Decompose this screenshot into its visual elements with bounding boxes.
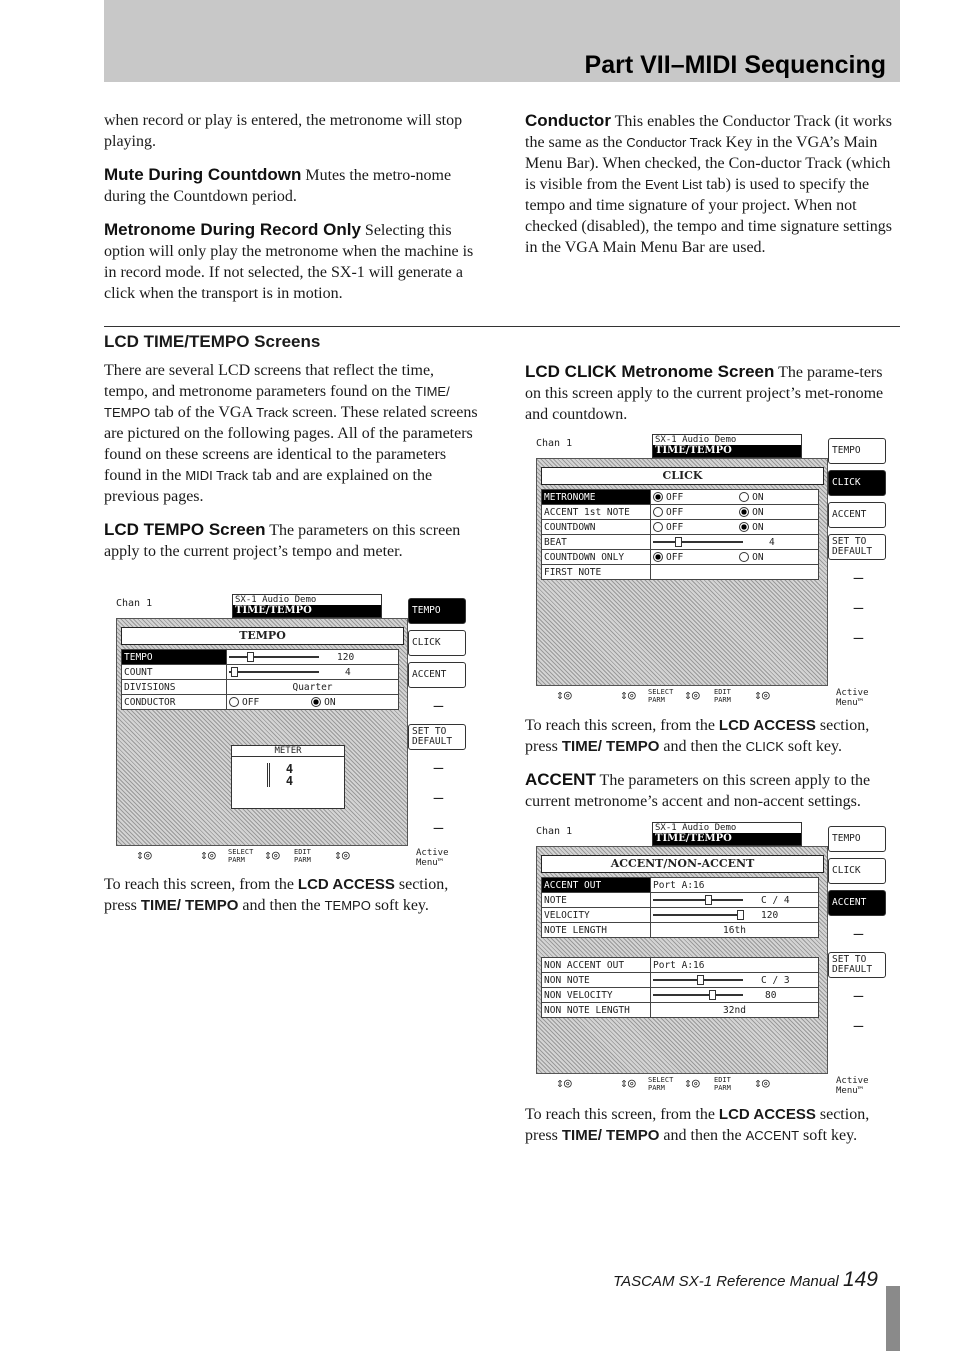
text-tempo-screen: The parameters on this screen apply to the current project’s tempo and meter.: [104, 522, 461, 560]
term-time-tempo-key: TIME/ TEMPO: [561, 1127, 660, 1144]
param-label: ACCENT OUT: [542, 878, 651, 893]
lcd-panel-head: CLICK: [541, 467, 824, 485]
lcd-param-table: [541, 489, 819, 580]
knob-icon: ⇕◎: [264, 848, 280, 863]
heading-metronome-record: Metronome During Record Only: [104, 220, 361, 239]
radio-on-label: ON: [752, 491, 764, 503]
select-parm-label: SELECT PARM: [228, 848, 254, 864]
edit-parm-label: EDIT PARM: [294, 848, 311, 864]
term-conductor-track: Conductor Track: [626, 135, 722, 150]
lcd-tempo-screen: [116, 594, 468, 868]
note-value: C / 4: [761, 894, 790, 906]
table-row[interactable]: [542, 923, 819, 938]
table-row[interactable]: [542, 893, 819, 908]
param-label: METRONOME: [542, 490, 651, 505]
soft-key-blank[interactable]: —: [828, 566, 886, 590]
lcd-chan-label: Chan 1: [536, 826, 573, 837]
radio-on[interactable]: [739, 522, 749, 532]
count-value: 4: [345, 666, 351, 678]
soft-key-tempo[interactable]: TEMPO: [828, 826, 886, 852]
text: soft key.: [783, 738, 842, 755]
param-value: [651, 893, 819, 908]
table-row[interactable]: [542, 958, 819, 973]
param-value: [651, 490, 819, 505]
text: To reach this screen, from the: [525, 1106, 719, 1123]
param-label: BEAT: [542, 535, 651, 550]
param-label: COUNTDOWN ONLY: [542, 550, 651, 565]
heading-tempo-screen: LCD TEMPO Screen: [104, 520, 266, 539]
lcd-screen-name: TIME/TEMPO: [653, 445, 801, 457]
term-lcd-access: LCD ACCESS: [718, 717, 816, 734]
param-label: FIRST NOTE: [542, 565, 651, 580]
text-intro-2: tab of the VGA: [150, 404, 257, 421]
param-value: [227, 665, 399, 680]
text-intro-1: There are several LCD screens that reflect the time, tempo, and metronome parameters found on the: [104, 362, 435, 400]
knob-icon: ⇕◎: [684, 1076, 700, 1091]
radio-on[interactable]: [739, 507, 749, 517]
param-label: NON NOTE: [542, 973, 651, 988]
param-label: DIVISIONS: [122, 680, 227, 695]
text: section, press: [104, 876, 449, 914]
non-note-value: C / 3: [761, 974, 790, 986]
non-note-length-value: 32nd: [651, 1003, 819, 1018]
soft-key-click[interactable]: CLICK: [828, 858, 886, 884]
knob-icon: ⇕◎: [754, 688, 770, 703]
lcd-soft-keys: [408, 598, 466, 846]
radio-off-label: OFF: [242, 696, 260, 708]
table-row[interactable]: [542, 565, 819, 580]
paragraph-accent: [525, 769, 897, 812]
term-time-tempo-key: TIME/ TEMPO: [561, 738, 660, 755]
meter-bottom: 4: [285, 774, 294, 788]
active-menu-label: Active Menu™: [836, 688, 869, 708]
radio-off-label: OFF: [666, 506, 684, 518]
radio-off[interactable]: [653, 552, 663, 562]
soft-key-blank[interactable]: —: [828, 922, 886, 946]
term-lcd-access: LCD ACCESS: [718, 1106, 816, 1123]
param-label: COUNT: [122, 665, 227, 680]
soft-key-click[interactable]: CLICK: [828, 470, 886, 496]
section-divider: [104, 326, 900, 327]
text: and then the: [238, 897, 325, 914]
lcd-chan-label: Chan 1: [536, 438, 573, 449]
text: and then the: [659, 1127, 746, 1144]
right-top-column: [525, 110, 897, 270]
param-value: Port A:16: [651, 878, 819, 893]
text: To reach this screen, from the: [104, 876, 298, 893]
left-top-column: [104, 110, 482, 316]
soft-key-blank[interactable]: —: [408, 756, 466, 780]
table-row[interactable]: [122, 695, 399, 710]
soft-key-tempo[interactable]: TEMPO: [408, 598, 466, 624]
soft-key-accent[interactable]: ACCENT: [828, 502, 886, 528]
text-conductor-3: tab) is used to specify the tempo and time signature of your project. When not checked (disabled), the tempo and time signature settings in the VGA Main Menu Bar are used.: [525, 176, 892, 256]
lcd-project-name: SX-1 Audio Demo: [235, 595, 317, 605]
param-value: [227, 650, 399, 665]
param-label: COUNTDOWN: [542, 520, 651, 535]
param-label: NOTE: [542, 893, 651, 908]
paragraph-intro: [104, 360, 482, 507]
text-mute-countdown: Mutes the metro-nome during the Countdown period.: [104, 167, 452, 205]
soft-key-blank[interactable]: —: [828, 984, 886, 1008]
lcd-screen-name: TIME/TEMPO: [653, 833, 801, 845]
lcd-bottom-bar: [536, 1074, 886, 1094]
param-value: [651, 505, 819, 520]
text: and then the: [659, 738, 746, 755]
table-row[interactable]: [542, 550, 819, 565]
velocity-slider: [653, 914, 743, 916]
manual-name: TASCAM SX-1 Reference Manual: [613, 1273, 839, 1290]
term-event-list: Event List: [644, 177, 703, 192]
text-conductor-2: Key in the VGA’s Main Menu Bar). When checked, the Con-ductor Track (which is visible from the: [525, 134, 891, 193]
paragraph-reach-click: [525, 715, 897, 757]
text-conductor-1: This enables the Conductor Track (it works the same as the: [525, 113, 892, 151]
radio-on-label: ON: [752, 551, 764, 563]
page-number: 149: [842, 1268, 878, 1291]
table-row[interactable]: [542, 908, 819, 923]
param-value: [651, 973, 819, 988]
soft-key-blank[interactable]: —: [828, 626, 886, 650]
radio-off[interactable]: [653, 492, 663, 502]
knob-icon: ⇕◎: [334, 848, 350, 863]
knob-icon: ⇕◎: [620, 1076, 636, 1091]
soft-key-click[interactable]: CLICK: [408, 630, 466, 656]
radio-on[interactable]: [311, 697, 321, 707]
soft-key-accent[interactable]: ACCENT: [828, 890, 886, 916]
text-click-screen: The parame-ters on this screen apply to the current project’s met-ronome and countdown.: [525, 364, 884, 423]
term-track: Track: [256, 405, 289, 420]
lcd-title-box: [232, 594, 382, 618]
beat-slider: [653, 541, 743, 543]
text: section, press: [525, 717, 870, 755]
lcd-panel-head: TEMPO: [121, 627, 404, 645]
table-row[interactable]: [542, 505, 819, 520]
knob-icon: ⇕◎: [136, 848, 152, 863]
soft-key-blank[interactable]: —: [828, 1014, 886, 1038]
param-value: [651, 988, 819, 1003]
paragraph-click-screen: [525, 361, 897, 425]
lcd-param-table: [121, 649, 399, 710]
soft-key-set-default[interactable]: SET TO DEFAULT: [828, 952, 886, 978]
lcd-main-area: [536, 846, 828, 1074]
table-row[interactable]: [542, 1003, 819, 1018]
table-row[interactable]: [542, 535, 819, 550]
paragraph-tempo-screen: [104, 519, 482, 562]
lcd-chan-label: Chan 1: [116, 598, 153, 609]
lcd-project-name: SX-1 Audio Demo: [655, 435, 737, 445]
table-row[interactable]: [542, 973, 819, 988]
soft-key-set-default[interactable]: SET TO DEFAULT: [828, 534, 886, 560]
param-label: NON NOTE LENGTH: [542, 1003, 651, 1018]
lcd-non-accent-table: [541, 957, 819, 1018]
radio-off[interactable]: [653, 522, 663, 532]
section-title: LCD TIME/TEMPO Screens: [104, 332, 321, 351]
count-slider: [229, 671, 319, 673]
radio-on-label: ON: [324, 696, 336, 708]
select-parm-label: SELECT PARM: [648, 1076, 674, 1092]
knob-icon: ⇕◎: [200, 848, 216, 863]
term-time-tempo: TIME/ TEMPO: [104, 384, 450, 420]
meter-signature: [267, 763, 310, 787]
radio-off-label: OFF: [666, 491, 684, 503]
soft-key-tempo[interactable]: TEMPO: [828, 438, 886, 464]
radio-off-label: OFF: [666, 521, 684, 533]
non-velocity-value: 80: [765, 989, 777, 1001]
lcd-accent-table: [541, 877, 819, 938]
side-tab-marker: [886, 1286, 900, 1351]
text-intro-4: tab and are explained on the previous pages.: [104, 467, 433, 505]
soft-key-set-default[interactable]: SET TO DEFAULT: [408, 724, 466, 750]
param-label: CONDUCTOR: [122, 695, 227, 710]
first-note-value: [651, 565, 819, 580]
left-mid-column: [104, 360, 482, 574]
radio-on[interactable]: [739, 492, 749, 502]
text: section, press: [525, 1106, 870, 1144]
table-row[interactable]: [122, 665, 399, 680]
param-label: TEMPO: [122, 650, 227, 665]
text: To reach this screen, from the: [525, 717, 719, 734]
term-midi-track: MIDI Track: [185, 468, 249, 483]
paragraph-reach-accent: [525, 1104, 897, 1146]
lcd-project-name: SX-1 Audio Demo: [655, 823, 737, 833]
lcd-panel-head: ACCENT/NON-ACCENT: [541, 855, 824, 873]
page-footer: [613, 1268, 878, 1292]
paragraph-metronome-record: [104, 219, 482, 304]
radio-off-label: OFF: [666, 551, 684, 563]
non-velocity-slider: [653, 994, 743, 996]
soft-key-accent[interactable]: ACCENT: [408, 662, 466, 688]
paragraph-mute-countdown: [104, 164, 482, 207]
right-click-reach: [525, 715, 897, 824]
edit-parm-label: EDIT PARM: [714, 1076, 731, 1092]
radio-off[interactable]: [229, 697, 239, 707]
soft-key-blank[interactable]: —: [828, 596, 886, 620]
non-note-slider: [653, 979, 743, 981]
edit-parm-label: EDIT PARM: [714, 688, 731, 704]
table-row[interactable]: [542, 490, 819, 505]
left-reach-text: [104, 874, 482, 928]
meter-top: 4: [285, 762, 294, 776]
param-value: [651, 535, 819, 550]
table-row[interactable]: [122, 650, 399, 665]
select-parm-label: SELECT PARM: [648, 688, 674, 704]
param-value: Port A:16: [651, 958, 819, 973]
param-label: ACCENT 1st NOTE: [542, 505, 651, 520]
table-row[interactable]: [542, 988, 819, 1003]
lcd-screen-name: TIME/TEMPO: [233, 605, 381, 617]
note-length-value: 16th: [651, 923, 819, 938]
tempo-slider: [229, 656, 319, 658]
text: soft key.: [370, 897, 429, 914]
paragraph-metronome-stop: when record or play is entered, the metronome will stop playing.: [104, 112, 463, 150]
text-metronome-record: Selecting this option will only play the metronome when the machine is in record mode. If not selected, the SX-1 will generate a click when the transport is in motion.: [104, 222, 474, 302]
param-label: VELOCITY: [542, 908, 651, 923]
active-menu-label: Active Menu™: [836, 1076, 869, 1096]
heading-accent: ACCENT: [525, 770, 596, 789]
term-tempo-key: TEMPO: [324, 898, 371, 913]
knob-icon: ⇕◎: [556, 1076, 572, 1091]
radio-on[interactable]: [739, 552, 749, 562]
right-click-intro: [525, 361, 897, 437]
paragraph-conductor: [525, 110, 897, 258]
meter-label: METER: [232, 746, 344, 757]
knob-icon: ⇕◎: [754, 1076, 770, 1091]
soft-key-blank[interactable]: —: [408, 786, 466, 810]
divisions-value: Quarter: [227, 680, 399, 695]
lcd-click-screen: [536, 434, 888, 708]
heading-click-screen: LCD CLICK Metronome Screen: [525, 362, 775, 381]
lcd-title-box: [652, 434, 802, 458]
table-row[interactable]: [542, 520, 819, 535]
lcd-accent-screen: [536, 822, 888, 1096]
param-value: [651, 908, 819, 923]
lcd-title-box: [652, 822, 802, 846]
heading-conductor: Conductor: [525, 111, 611, 130]
tempo-value: 120: [337, 651, 355, 663]
text-intro-3: screen. These related screens are pictured on the following pages. All of the parameters found on these screens are identical to the parameters found in the: [104, 404, 478, 484]
term-lcd-access: LCD ACCESS: [297, 876, 395, 893]
radio-off[interactable]: [653, 507, 663, 517]
param-label: NON VELOCITY: [542, 988, 651, 1003]
note-slider: [653, 899, 743, 901]
page-title: Part VII–MIDI Sequencing: [584, 51, 886, 79]
radio-on-label: ON: [752, 506, 764, 518]
radio-on-label: ON: [752, 521, 764, 533]
soft-key-blank[interactable]: —: [408, 694, 466, 718]
heading-mute-countdown: Mute During Countdown: [104, 165, 302, 184]
lcd-main-area: [116, 618, 408, 846]
term-accent-key: ACCENT: [745, 1128, 800, 1143]
lcd-bottom-bar: [536, 686, 886, 706]
lcd-soft-keys: [828, 438, 886, 656]
soft-key-blank[interactable]: —: [408, 816, 466, 840]
param-value: [651, 550, 819, 565]
text: soft key.: [799, 1127, 858, 1144]
term-time-tempo-key: TIME/ TEMPO: [140, 897, 239, 914]
page-header: [104, 0, 900, 82]
table-row[interactable]: [122, 680, 399, 695]
beat-value: 4: [769, 536, 775, 548]
lcd-soft-keys: [828, 826, 886, 1044]
lcd-main-area: [536, 458, 828, 686]
lcd-bottom-bar: [116, 846, 466, 866]
knob-icon: ⇕◎: [684, 688, 700, 703]
paragraph-reach-tempo: [104, 874, 482, 916]
text-accent: The parameters on this screen apply to the current metronome’s accent and non-accent settings.: [525, 772, 871, 810]
knob-icon: ⇕◎: [620, 688, 636, 703]
param-value: [651, 520, 819, 535]
right-accent-reach: [525, 1104, 897, 1158]
knob-icon: ⇕◎: [556, 688, 572, 703]
velocity-value: 120: [761, 909, 779, 921]
param-value: [227, 695, 399, 710]
param-label: NOTE LENGTH: [542, 923, 651, 938]
active-menu-label: Active Menu™: [416, 848, 449, 868]
table-row[interactable]: [542, 878, 819, 893]
meter-box: [231, 745, 345, 809]
param-label: NON ACCENT OUT: [542, 958, 651, 973]
term-click-key: CLICK: [745, 739, 784, 754]
